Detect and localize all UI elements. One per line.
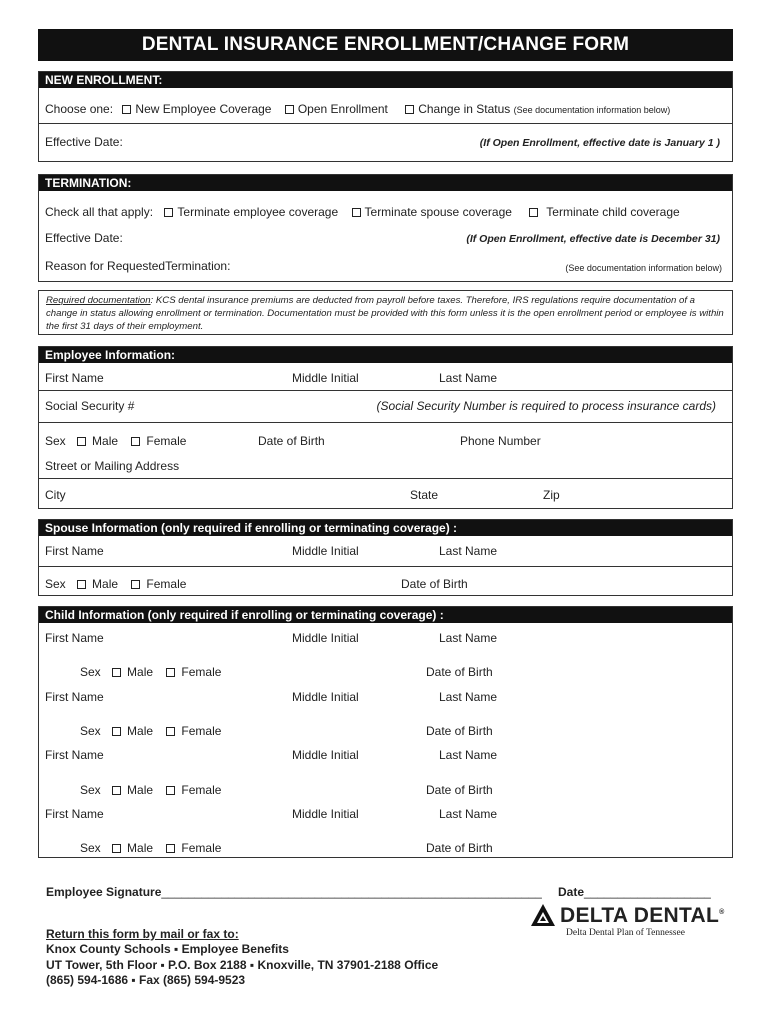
delta-triangle-icon bbox=[531, 904, 555, 926]
new-employee-checkbox[interactable] bbox=[122, 105, 131, 114]
child3-male-checkbox[interactable] bbox=[112, 786, 121, 795]
child1-male-checkbox[interactable] bbox=[112, 668, 121, 677]
child1-female-checkbox[interactable] bbox=[166, 668, 175, 677]
child4-first-name: First Name bbox=[45, 807, 104, 821]
termination-effective-note: (If Open Enrollment, effective date is December 31) bbox=[466, 233, 720, 245]
date-row bbox=[558, 885, 711, 899]
child1-middle-initial: Middle Initial bbox=[292, 631, 359, 645]
delta-dental-logo bbox=[560, 904, 725, 928]
signature-row bbox=[46, 885, 542, 899]
new-enrollment-section bbox=[38, 71, 733, 162]
child4-last-name: Last Name bbox=[439, 807, 498, 821]
child2-female-checkbox[interactable] bbox=[166, 727, 175, 736]
employee-last-name: Last Name bbox=[439, 371, 498, 385]
employee-male-checkbox[interactable] bbox=[77, 437, 86, 446]
date-label: Date bbox=[558, 885, 585, 899]
return-heading: Return this form by mail or fax to: bbox=[46, 927, 239, 941]
spouse-dob-label: Date of Birth bbox=[401, 577, 468, 591]
child4-dob-label: Date of Birth bbox=[426, 841, 493, 855]
terminate-employee-label: Terminate employee coverage bbox=[177, 205, 339, 219]
child2-male-label: Male bbox=[127, 724, 154, 738]
form-title: DENTAL INSURANCE ENROLLMENT/CHANGE FORM bbox=[38, 29, 733, 61]
signature-line[interactable]: _________________________________________________________ bbox=[161, 885, 542, 899]
child2-first-name: First Name bbox=[45, 690, 104, 704]
employee-sex-label: Sex bbox=[45, 434, 66, 448]
termination-effective-date-label: Effective Date: bbox=[45, 231, 123, 245]
open-enrollment-label: Open Enrollment bbox=[297, 102, 388, 116]
employee-ssn-label: Social Security # bbox=[45, 399, 135, 413]
spouse-last-name: Last Name bbox=[439, 544, 498, 558]
required-documentation-label: Required documentation bbox=[46, 295, 151, 306]
employee-first-name: First Name bbox=[45, 371, 104, 385]
logo-subtitle: Delta Dental Plan of Tennessee bbox=[566, 928, 685, 938]
employee-middle-initial: Middle Initial bbox=[292, 371, 359, 385]
child1-first-name: First Name bbox=[45, 631, 104, 645]
date-line[interactable]: ___________________ bbox=[584, 885, 711, 899]
return-line2: UT Tower, 5th Floor ▪ P.O. Box 2188 ▪ Knoxville, TN 37901-2188 Office bbox=[46, 958, 439, 972]
spouse-header: Spouse Information (only required if enrolling or terminating coverage) : bbox=[39, 520, 732, 536]
child1-male-label: Male bbox=[127, 665, 154, 679]
termination-section bbox=[38, 174, 733, 282]
child2-last-name: Last Name bbox=[439, 690, 498, 704]
return-line3: (865) 594-1686 ▪ Fax (865) 594-9523 bbox=[46, 973, 246, 987]
effective-date-label: Effective Date: bbox=[45, 135, 123, 149]
child3-middle-initial: Middle Initial bbox=[292, 748, 359, 762]
child4-female-label: Female bbox=[181, 841, 222, 855]
child3-last-name: Last Name bbox=[439, 748, 498, 762]
required-documentation-text bbox=[46, 294, 725, 333]
child2-middle-initial: Middle Initial bbox=[292, 690, 359, 704]
child3-female-checkbox[interactable] bbox=[166, 786, 175, 795]
employee-section bbox=[38, 346, 733, 509]
child3-male-label: Male bbox=[127, 783, 154, 797]
employee-address-label: Street or Mailing Address bbox=[45, 459, 180, 473]
choose-one-label: Choose one: bbox=[45, 102, 114, 116]
child3-female-label: Female bbox=[181, 783, 222, 797]
child1-last-name: Last Name bbox=[439, 631, 498, 645]
change-in-status-checkbox[interactable] bbox=[405, 105, 414, 114]
spouse-first-name: First Name bbox=[45, 544, 104, 558]
spouse-female-label: Female bbox=[146, 577, 187, 591]
termination-reason-label: Reason for RequestedTermination: bbox=[45, 259, 231, 273]
spouse-middle-initial: Middle Initial bbox=[292, 544, 359, 558]
employee-female-label: Female bbox=[146, 434, 187, 448]
terminate-child-label: Terminate child coverage bbox=[546, 205, 680, 219]
child4-middle-initial: Middle Initial bbox=[292, 807, 359, 821]
employee-phone-label: Phone Number bbox=[460, 434, 541, 448]
spouse-male-checkbox[interactable] bbox=[77, 580, 86, 589]
employee-zip-label: Zip bbox=[543, 488, 560, 502]
new-employee-label: New Employee Coverage bbox=[135, 102, 272, 116]
spouse-sex-label: Sex bbox=[45, 577, 66, 591]
child3-sex-label: Sex bbox=[80, 783, 101, 797]
termination-reason-note: (See documentation information below) bbox=[565, 263, 722, 273]
terminate-employee-checkbox[interactable] bbox=[164, 208, 173, 217]
spouse-female-checkbox[interactable] bbox=[131, 580, 140, 589]
employee-dob-label: Date of Birth bbox=[258, 434, 325, 448]
employee-header: Employee Information: bbox=[39, 347, 732, 363]
child2-dob-label: Date of Birth bbox=[426, 724, 493, 738]
employee-female-checkbox[interactable] bbox=[131, 437, 140, 446]
child1-sex-label: Sex bbox=[80, 665, 101, 679]
signature-label: Employee Signature bbox=[46, 885, 162, 899]
employee-male-label: Male bbox=[92, 434, 119, 448]
child4-female-checkbox[interactable] bbox=[166, 844, 175, 853]
terminate-spouse-checkbox[interactable] bbox=[352, 208, 361, 217]
employee-state-label: State bbox=[410, 488, 439, 502]
child4-sex-label: Sex bbox=[80, 841, 101, 855]
child3-dob-label: Date of Birth bbox=[426, 783, 493, 797]
child2-male-checkbox[interactable] bbox=[112, 727, 121, 736]
required-documentation-body: : KCS dental insurance premiums are deducted from payroll before taxes. Therefore, IRS regulations require documentation of a change in status allowing enrollment or termination. Documentation must be provided with this form unless it is the open enrollment period or employee is within the first 31 days of their employment. bbox=[46, 295, 724, 332]
employee-ssn-note: (Social Security Number is required to process insurance cards) bbox=[376, 399, 716, 413]
termination-header: TERMINATION: bbox=[39, 175, 732, 191]
logo-reg: ® bbox=[719, 909, 725, 916]
child2-female-label: Female bbox=[181, 724, 222, 738]
child-section bbox=[38, 606, 733, 858]
open-enrollment-checkbox[interactable] bbox=[285, 105, 294, 114]
check-all-label: Check all that apply: bbox=[45, 205, 154, 219]
child2-sex-label: Sex bbox=[80, 724, 101, 738]
spouse-section bbox=[38, 519, 733, 596]
logo-name: DELTA DENTAL bbox=[560, 904, 720, 927]
child-header: Child Information (only required if enrolling or terminating coverage) : bbox=[39, 607, 732, 623]
return-line1: Knox County Schools ▪ Employee Benefits bbox=[46, 942, 289, 956]
change-in-status-label: Change in Status bbox=[418, 102, 511, 116]
child4-male-label: Male bbox=[127, 841, 154, 855]
child3-first-name: First Name bbox=[45, 748, 104, 762]
new-enrollment-header: NEW ENROLLMENT: bbox=[39, 72, 732, 88]
terminate-child-checkbox[interactable] bbox=[529, 208, 538, 217]
change-in-status-note: (See documentation information below) bbox=[513, 105, 671, 115]
employee-city-label: City bbox=[45, 488, 66, 502]
child1-female-label: Female bbox=[181, 665, 222, 679]
required-documentation-box bbox=[38, 290, 733, 335]
spouse-male-label: Male bbox=[92, 577, 119, 591]
effective-date-note: (If Open Enrollment, effective date is January 1 ) bbox=[479, 137, 720, 149]
terminate-spouse-label: Terminate spouse coverage bbox=[364, 205, 512, 219]
child4-male-checkbox[interactable] bbox=[112, 844, 121, 853]
child1-dob-label: Date of Birth bbox=[426, 665, 493, 679]
